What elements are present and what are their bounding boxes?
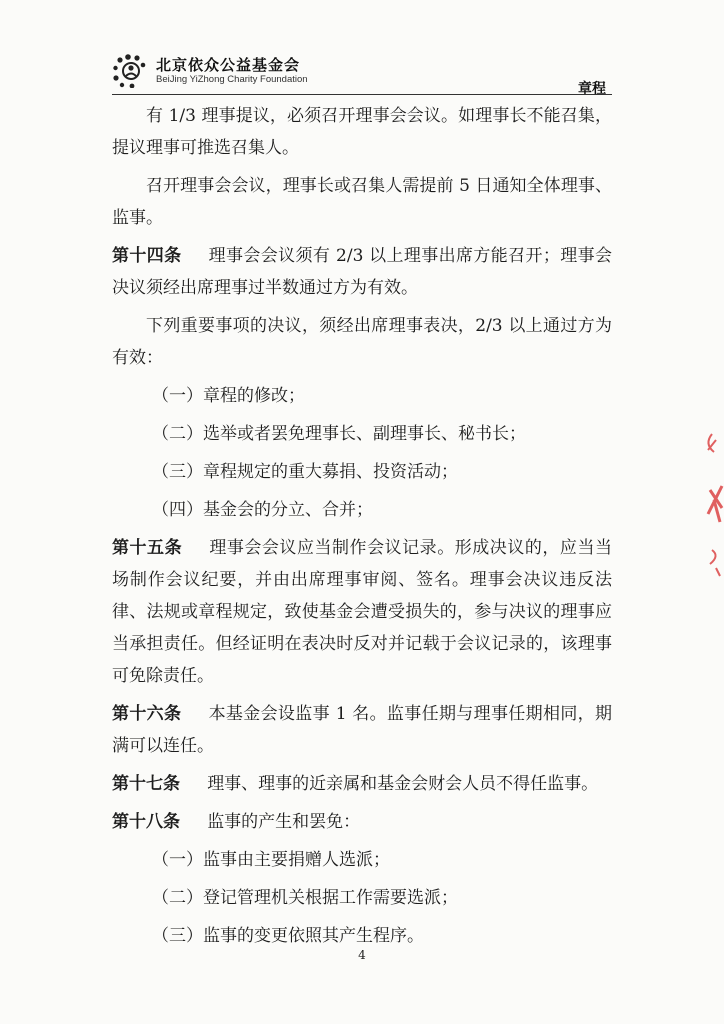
article-16-title: 第十六条 [112, 704, 182, 724]
article-18 [112, 806, 612, 838]
page-number: 4 [358, 948, 366, 962]
list-item: （三）监事的变更依照其产生程序。 [152, 926, 424, 946]
paragraph-notice: 召开理事会会议，理事长或召集人需提前 5 日通知全体理事、监事。 [112, 176, 612, 228]
paragraph-major-decisions: 下列重要事项的决议，须经出席理事表决，2/3 以上通过方为有效： [112, 316, 612, 368]
article-15-text: 理事会会议应当制作会议记录。形成决议的，应当当场制作会议纪要，并由出席理事审阅、签名。理事会决议违反法律、法规或章程规定，致使基金会遭受损失的，参与决议的理事应当承担责任。但经证明在表决时反对并记载于会议记录的，该理事可免除责任。 [112, 538, 612, 686]
article-17-text: 理事、理事的近亲属和基金会财会人员不得任监事。 [207, 774, 599, 794]
article-16 [112, 698, 612, 762]
list-item: （四）基金会的分立、合并； [152, 500, 373, 520]
list-item: （一）监事由主要捐赠人选派； [152, 850, 390, 870]
article-14-title: 第十四条 [112, 246, 182, 266]
list-item: （一）章程的修改； [152, 386, 305, 406]
org-name-cn: 北京依众公益基金会 [156, 56, 301, 74]
article-17 [112, 768, 612, 800]
article-14-text: 理事会会议须有 2/3 以上理事出席方能召开；理事会决议须经出席理事过半数通过方为有效。 [112, 246, 612, 298]
article-15 [112, 532, 612, 692]
list-item: （二）登记管理机关根据工作需要选派； [152, 888, 458, 908]
paragraph-convene-proposal: 有 1/3 理事提议，必须召开理事会会议。如理事长不能召集，提议理事可推选召集人。 [112, 106, 612, 158]
article-17-title: 第十七条 [112, 774, 180, 794]
article-14 [112, 240, 612, 304]
document-body [112, 100, 612, 958]
seal-stamp-icon [694, 430, 724, 590]
foundation-logo-icon [112, 54, 152, 88]
page-header [112, 52, 612, 97]
article-18-title: 第十八条 [112, 812, 180, 832]
list-item: （三）章程规定的重大募捐、投资活动； [152, 462, 458, 482]
article-15-title: 第十五条 [112, 538, 183, 558]
list-item: （二）选举或者罢免理事长、副理事长、秘书长； [152, 424, 526, 444]
org-name-en: BeiJing YiZhong Charity Foundation [156, 74, 308, 85]
article-18-text: 监事的产生和罢免： [207, 812, 361, 832]
header-divider [112, 94, 612, 95]
section-label: 章程 [578, 81, 606, 97]
article-16-text: 本基金会设监事 1 名。监事任期与理事任期相同，期满可以连任。 [112, 704, 613, 756]
